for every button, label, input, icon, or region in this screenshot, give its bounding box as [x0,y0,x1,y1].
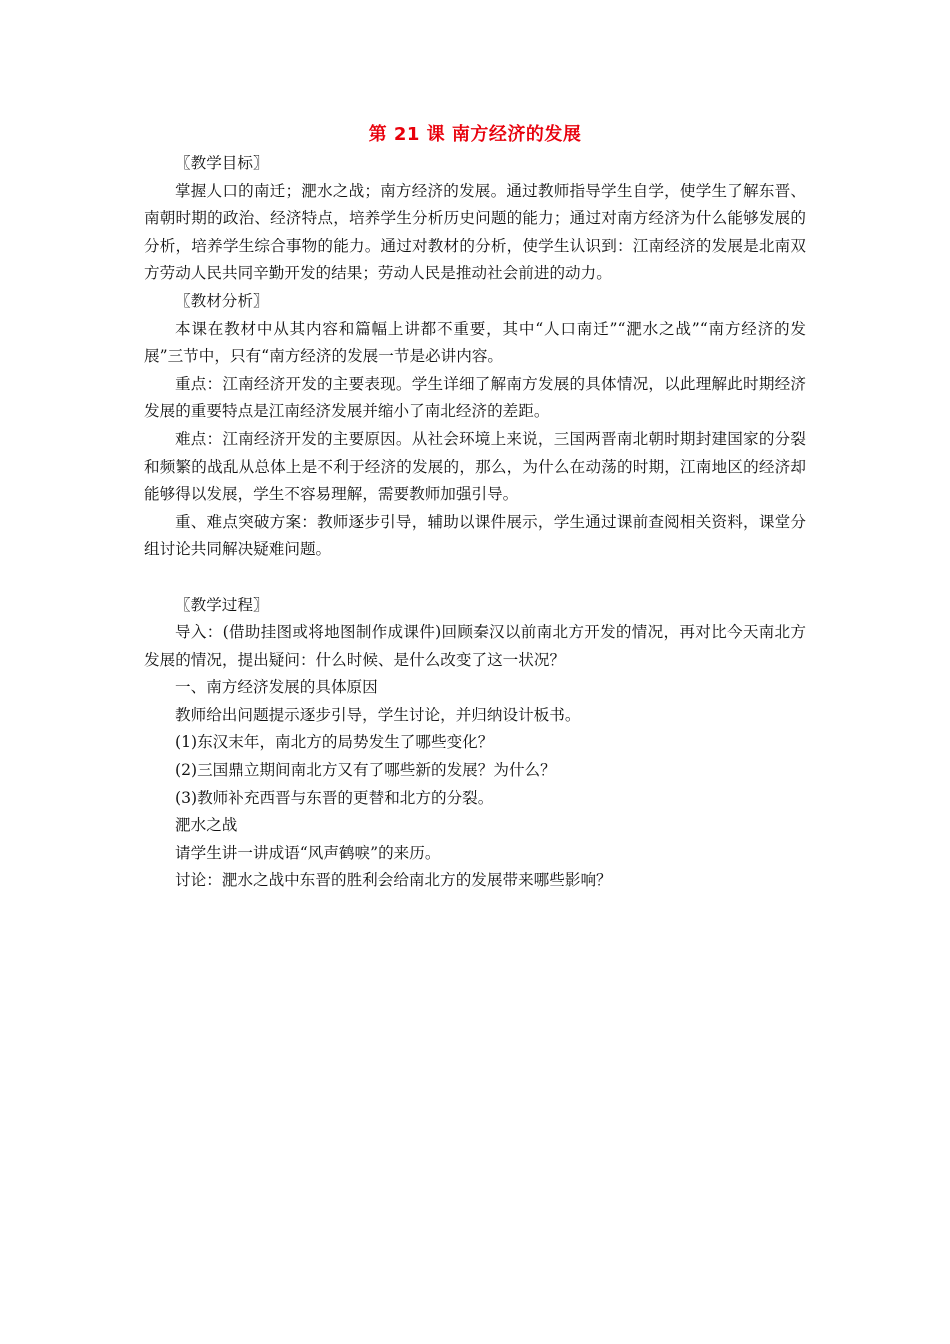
process-question-1: (1)东汉末年，南北方的局势发生了哪些变化？ [175,733,494,752]
process-question-3: (3)教师补充西晋与东晋的更替和北方的分裂。 [175,788,494,807]
analysis-heading: 〖教材分析〗 [175,291,269,310]
analysis-difficulty: 难点：江南经济开发的主要原因。从社会环境上来说，三国两晋南北朝时期封建国家的分裂和频繁的战乱从总体上是不利于经济的发展的，那么，为什么在动荡的时期，江南地区的经济却能够得以发展，学生不容易理解，需要教师加强引导。 [144,429,806,504]
goals-text: 掌握人口的南迁；淝水之战；南方经济的发展。通过教师指导学生自学，使学生了解东晋、南朝时期的政治、经济特点，培养学生分析历史问题的能力；通过对南方经济为什么能够发展的分析，培养学生综合事物的能力。通过对教材的分析，使学生认识到：江南经济的发展是北南双方劳动人民共同辛勤开发的结果；劳动人民是推动社会前进的动力。 [144,181,806,283]
analysis-solution: 重、难点突破方案：教师逐步引导，辅助以课件展示，学生通过课前查阅相关资料，课堂分组讨论共同解决疑难问题。 [144,512,806,559]
analysis-key-point: 重点：江南经济开发的主要表现。学生详细了解南方发展的具体情况，以此理解此时期经济发展的重要特点是江南经济发展并缩小了南北经济的差距。 [144,374,806,421]
analysis-intro: 本课在教材中从其内容和篇幅上讲都不重要，其中“人口南迁”“淝水之战”“南方经济的发展”三节中，只有“南方经济的发展一节是必讲内容。 [144,319,806,366]
document-page [144,120,806,895]
battle-story: 请学生讲一讲成语“风声鹤唳”的来历。 [175,843,441,862]
process-part1-guide: 教师给出问题提示逐步引导，学生讨论，并归纳设计板书。 [175,705,581,724]
process-part1-heading: 一、南方经济发展的具体原因 [175,678,378,697]
process-heading: 〖教学过程〗 [175,595,269,614]
goals-heading: 〖教学目标〗 [175,154,269,172]
battle-heading: 淝水之战 [175,816,238,835]
battle-discussion: 讨论：淝水之战中东晋的胜利会给南北方的发展带来哪些影响？ [175,871,612,890]
process-intro: 导入：(借助挂图或将地图制作成课件)回顾秦汉以前南北方开发的情况，再对比今天南北方发展的情况，提出疑问：什么时候、是什么改变了这一状况？ [144,623,806,669]
process-question-2: (2)三国鼎立期间南北方又有了哪些新的发展？为什么？ [175,761,556,780]
paragraph-spacer [144,564,806,592]
document-title: 第 21 课 南方经济的发展 [368,124,582,145]
